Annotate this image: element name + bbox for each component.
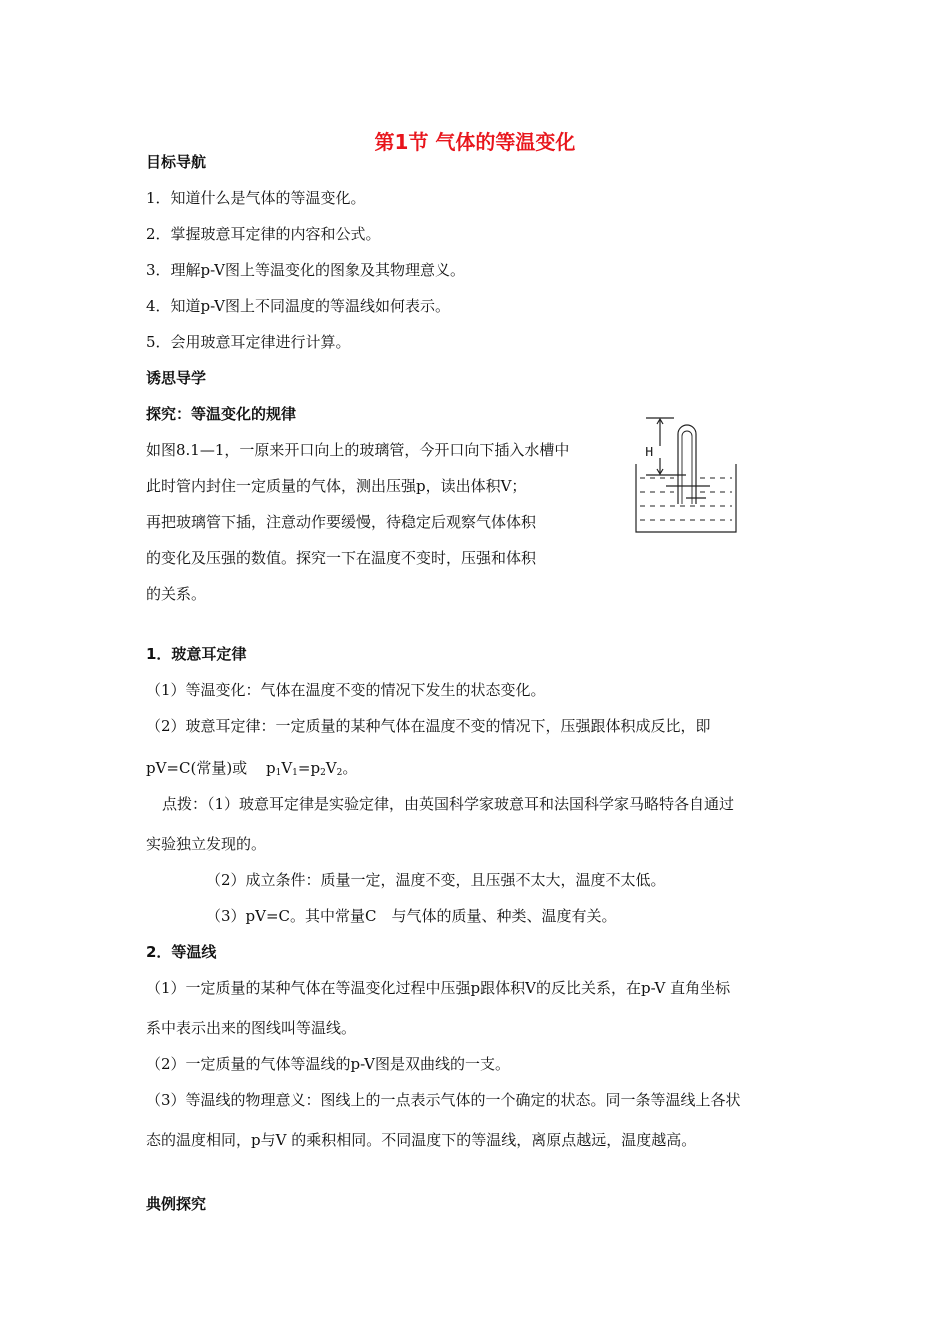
objective-item-2: 2．掌握玻意耳定律的内容和公式。 bbox=[146, 225, 381, 243]
glass-tube-water-tank-figure bbox=[630, 412, 740, 536]
explore-line-3: 再把玻璃管下插，注意动作要缓慢，待稳定后观察气体体积 bbox=[146, 513, 537, 531]
note-2: （2）成立条件：质量一定，温度不变，且压强不太大，温度不太低。 bbox=[206, 871, 666, 889]
objective-item-1: 1．知道什么是气体的等温变化。 bbox=[146, 189, 366, 207]
section2-p1a: （1）一定质量的某种气体在等温变化过程中压强p跟体积V的反比关系，在p-V 直角坐标 bbox=[146, 979, 731, 997]
section1-p1: （1）等温变化：气体在温度不变的情况下发生的状态变化。 bbox=[146, 681, 546, 699]
glass-tube-inner bbox=[682, 431, 692, 504]
explore-line-4: 的变化及压强的数值。探究一下在温度不变时，压强和体积 bbox=[146, 549, 537, 567]
page-title: 第1节 气体的等温变化 bbox=[374, 130, 576, 154]
guide-heading: 诱思导学 bbox=[146, 369, 207, 387]
objective-item-4: 4．知道p-V图上不同温度的等温线如何表示。 bbox=[146, 297, 450, 315]
explore-line-1: 如图8.1—1，一原来开口向上的玻璃管，今开口向下插入水槽中 bbox=[146, 441, 570, 459]
section2-p1b: 系中表示出来的图线叫等温线。 bbox=[146, 1019, 357, 1037]
objectives-heading: 目标导航 bbox=[146, 153, 207, 171]
note-3: （3）pV=C。其中常量C 与气体的质量、种类、温度有关。 bbox=[206, 907, 617, 925]
section1-p2b bbox=[146, 758, 357, 778]
objective-item-5: 5．会用玻意耳定律进行计算。 bbox=[146, 333, 351, 351]
objective-item-3: 3．理解p-V图上等温变化的图象及其物理意义。 bbox=[146, 261, 465, 279]
section2-p3a: （3）等温线的物理意义：图线上的一点表示气体的一个确定的状态。同一条等温线上各状 bbox=[146, 1091, 741, 1109]
explore-line-2: 此时管内封住一定质量的气体，测出压强p，读出体积V； bbox=[146, 477, 527, 495]
section1-heading: 1．玻意耳定律 bbox=[146, 645, 247, 663]
examples-heading: 典例探究 bbox=[146, 1195, 207, 1213]
section1-p2a: （2）玻意耳定律：一定质量的某种气体在温度不变的情况下，压强跟体积成反比，即 bbox=[146, 717, 711, 735]
explore-line-5: 的关系。 bbox=[146, 585, 207, 603]
boyle-formula-p1v1: $p_1V_1=p_2V_2$。 bbox=[265, 759, 358, 778]
explore-heading: 探究：等温变化的规律 bbox=[146, 405, 297, 423]
section2-p3b: 态的温度相同，p与V 的乘积相同。不同温度下的等温线，离原点越远，温度越高。 bbox=[146, 1131, 697, 1149]
note-1a: 点拨：（1）玻意耳定律是实验定律，由英国科学家玻意耳和法国科学家马略特各自通过 bbox=[162, 795, 735, 813]
section2-p2: （2）一定质量的气体等温线的p-V图是双曲线的一支。 bbox=[146, 1055, 510, 1073]
glass-tube-outer bbox=[678, 425, 696, 504]
boyle-formula-pv: pV=C(常量)或 bbox=[146, 759, 248, 777]
note-1b: 实验独立发现的。 bbox=[146, 835, 267, 853]
section2-heading: 2．等温线 bbox=[146, 943, 217, 961]
figure-label-h: H bbox=[645, 445, 654, 461]
